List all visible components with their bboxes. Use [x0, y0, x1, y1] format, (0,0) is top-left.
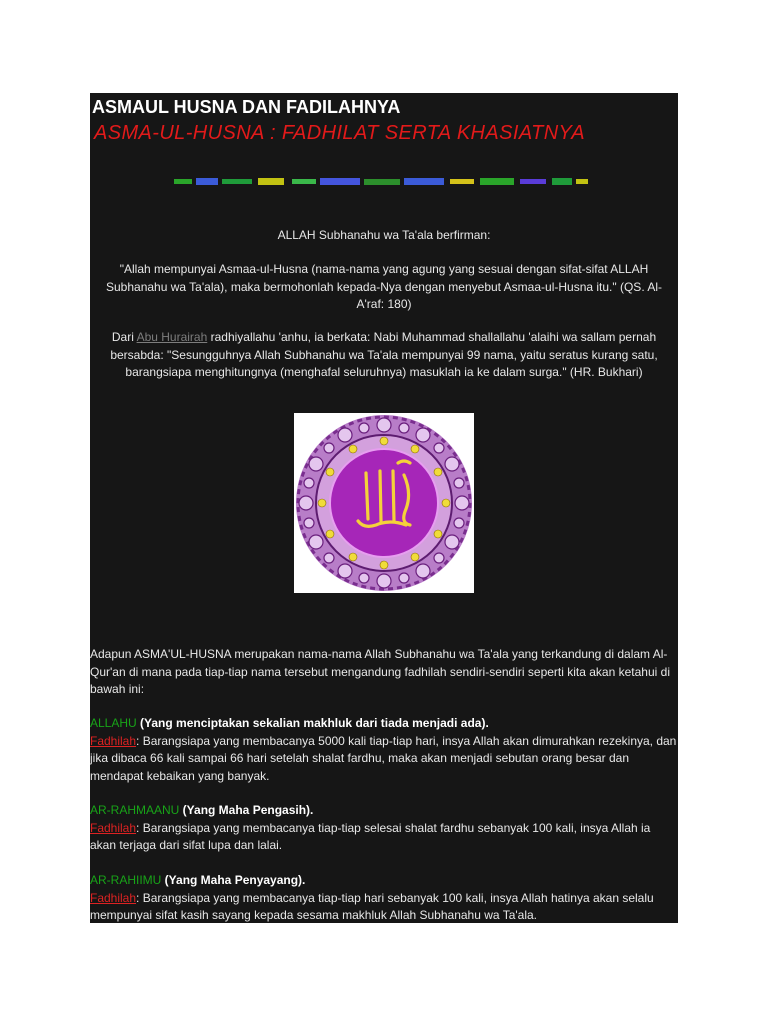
entry-ar-rahmaanu — [90, 802, 678, 855]
fadhilah-text: : Barangsiapa yang membacanya 5000 kali tiap-tiap hari, insya Allah akan dimurahkan rezekinya, dan jika dibaca 66 kali sampai 66 hari setelah shalat fardhu, maka akan menjadi sebutan orang besar dan mendapat kebaikan yang banyak. — [90, 733, 677, 783]
page-title: ASMAUL HUSNA DAN FADILAHNYA — [92, 97, 401, 117]
hadith-paragraph — [96, 329, 672, 382]
fadhilah-link[interactable]: Fadhilah — [90, 733, 137, 748]
quran-quote: "Allah mempunyai Asmaa-ul-Husna (nama-nama yang agung yang sesuai dengan sifat-sifat ALLAH Subhanahu wa Ta'ala), maka bermohonlah kepada-Nya dengan menyebut Asmaa-ul-Husna itu." (QS. Al-A'raf: 180) — [106, 262, 662, 311]
asma-name: ALLAHU — [90, 716, 137, 730]
asma-meaning: (Yang Maha Penyayang). — [161, 873, 306, 887]
fadhilah-link[interactable]: Fadhilah — [90, 820, 137, 835]
document-page — [90, 93, 678, 923]
hadith-prefix: Dari — [111, 330, 137, 344]
entry-allahu — [90, 715, 678, 785]
abu-hurairah-link[interactable]: Abu Hurairah — [136, 330, 208, 344]
fadhilah-link[interactable]: Fadhilah — [90, 890, 137, 905]
fadhilah-text: : Barangsiapa yang membacanya tiap-tiap selesai shalat fardhu sebanyak 100 kali, insya Allah ia akan terjaga dari sifat lupa dan lalai. — [90, 820, 651, 852]
asma-meaning: (Yang menciptakan sekalian makhluk dari tiada menjadi ada). — [136, 716, 489, 730]
hadith-text: radhiyallahu 'anhu, ia berkata: Nabi Muhammad shallallahu 'alaihi wa sallam pernah bersabda: "Sesungguhnya Allah Subhanahu wa Ta'ala mempunyai 99 nama, yaitu seratus kurang satu, barangsiapa menghitungnya (menghafal seluruhnya) masuklah ia ke dalam surga." (HR. Bukhari) — [110, 330, 658, 379]
marquee-banner-image — [174, 177, 590, 186]
asma-name: AR-RAHMAANU — [90, 803, 180, 817]
asma-meaning: (Yang Maha Pengasih). — [179, 803, 314, 817]
asma-name: AR-RAHIIMU — [90, 873, 162, 887]
entry-ar-rahiimu — [90, 872, 678, 923]
firman-intro: ALLAH Subhanahu wa Ta'ala berfirman: — [277, 228, 491, 242]
page-subtitle: ASMA-UL-HUSNA : FADHILAT SERTA KHASIATNYA — [94, 122, 585, 144]
intro-paragraph: Adapun ASMA'UL-HUSNA merupakan nama-nama Allah Subhanahu wa Ta'ala yang terkandung di dalam Al-Qur'an di mana pada tiap-tiap nama tersebut mengandung fadhilah sendiri-sendiri seperti kita akan ketahui di bawah ini: — [90, 647, 670, 696]
allah-calligraphy-medallion-icon — [294, 413, 474, 593]
fadhilah-text: : Barangsiapa yang membacanya tiap-tiap hari sebanyak 100 kali, insya Allah hatinya akan selalu mempunyai sifat kasih sayang kepada sesama makhluk Allah Subhanahu wa Ta'ala. — [90, 890, 654, 922]
